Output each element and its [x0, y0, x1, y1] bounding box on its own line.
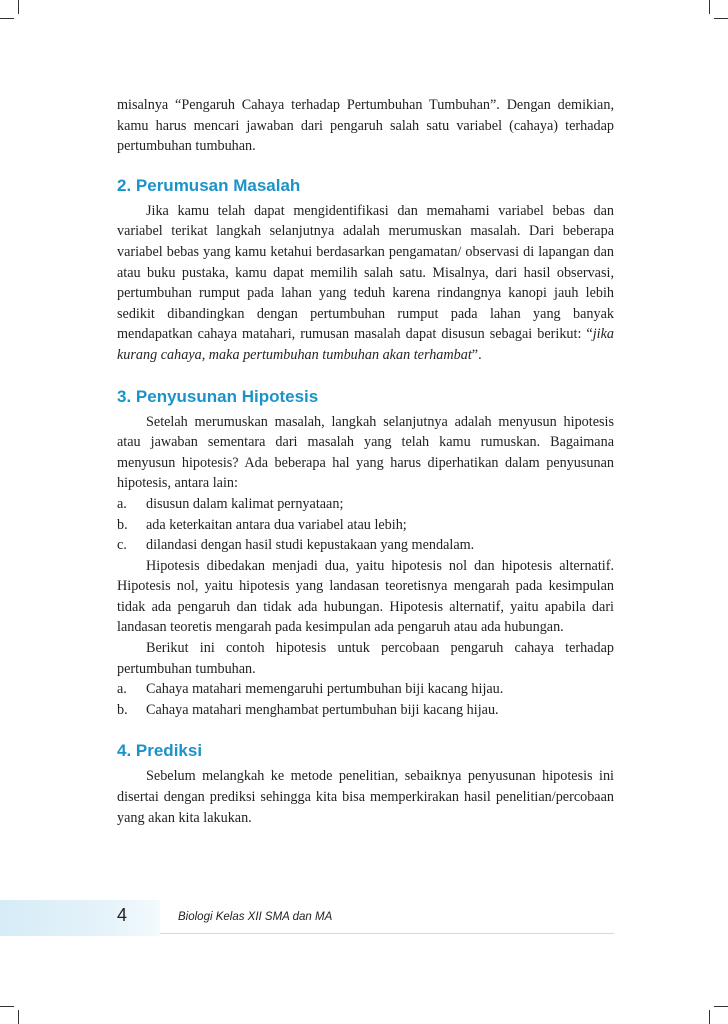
- book-title: Biologi Kelas XII SMA dan MA: [178, 911, 333, 923]
- list-text: disusun dalam kalimat pernyataan;: [146, 495, 344, 512]
- heading-perumusan-masalah: 2. Perumusan Masalah: [117, 175, 301, 195]
- list-marker: c.: [117, 537, 127, 554]
- heading-penyusunan-hipotesis: 3. Penyusunan Hipotesis: [117, 386, 319, 406]
- page-number: 4: [117, 905, 128, 925]
- list-marker: a.: [117, 681, 127, 698]
- list-item: [117, 515, 614, 536]
- list-item: [117, 679, 614, 700]
- perumusan-masalah-paragraph: [117, 201, 614, 366]
- list-marker: b.: [117, 516, 128, 533]
- list-text: Cahaya matahari menghambat pertumbuhan biji kacang hijau.: [146, 701, 499, 718]
- footer-rule: [160, 933, 614, 934]
- hipotesis-paragraph-2: Hipotesis dibedakan menjadi dua, yaitu hipotesis nol dan hipotesis alternatif. Hipotesis nol, yaitu hipotesis yang landasan teoretisnya mengarah pada kesimpulan tidak ada pengaruh dan tidak ada hubungan. Hipotesis alternatif, yaitu apabila dari landasan teoretis mengarah pada kesimpulan ada pengaruh atau ada hubungan.: [117, 557, 614, 636]
- heading-prediksi: 4. Prediksi: [117, 741, 203, 761]
- list-item: [117, 535, 614, 556]
- perumusan-close: ”.: [471, 346, 482, 363]
- page-content: [117, 95, 614, 828]
- hipotesis-paragraph-1: Setelah merumuskan masalah, langkah selanjutnya adalah menyusun hipotesis atau jawaban sementara dari masalah yang telah kamu rumuskan. Bagaimana menyusun hipotesis? Ada beberapa hal yang harus diperhatikan dalam penyusunan hipotesis, antara lain:: [117, 413, 614, 492]
- list-text: dilandasi dengan hasil studi kepustakaan yang mendalam.: [146, 537, 475, 554]
- list-text: ada keterkaitan antara dua variabel atau lebih;: [146, 516, 407, 533]
- hipotesis-paragraph-3: Berikut ini contoh hipotesis untuk percobaan pengaruh cahaya terhadap pertumbuhan tumbuhan.: [117, 640, 614, 677]
- list-item: [117, 700, 614, 721]
- perumusan-text: Jika kamu telah dapat mengidentifikasi dan memahami variabel bebas dan variabel terikat langkah selanjutnya adalah merumuskan masalah. Dari beberapa variabel bebas yang kamu ketahui berdasarkan pengamatan/ observasi di lapangan dan atau buku pustaka, kamu dapat memilih salah satu. Misalnya, dari hasil observasi, pertumbuhan rumput pada lahan yang teduh karena rindangnya kanopi jauh lebih sedikit dibandingkan dengan pertumbuhan rumput pada lahan yang banyak mendapatkan cahaya matahari, rumusan masalah dapat disusun sebagai berikut: “: [117, 202, 614, 343]
- footer-band: [0, 900, 160, 936]
- prediksi-paragraph: Sebelum melangkah ke metode penelitian, sebaiknya penyusunan hipotesis ini disertai dengan prediksi sehingga kita bisa memperkirakan hasil penelitian/percobaan yang akan kita lakukan.: [117, 768, 614, 826]
- intro-paragraph: misalnya “Pengaruh Cahaya terhadap Pertumbuhan Tumbuhan”. Dengan demikian, kamu harus mencari jawaban dari pengaruh salah satu variabel (cahaya) terhadap pertumbuhan tumbuhan.: [117, 97, 614, 155]
- list-marker: b.: [117, 701, 128, 718]
- list-text: Cahaya matahari memengaruhi pertumbuhan biji kacang hijau.: [146, 681, 504, 698]
- list-marker: a.: [117, 495, 127, 512]
- list-item: [117, 494, 614, 515]
- perumusan-example: jika kurang cahaya, maka pertumbuhan tumbuhan akan terhambat: [117, 326, 614, 363]
